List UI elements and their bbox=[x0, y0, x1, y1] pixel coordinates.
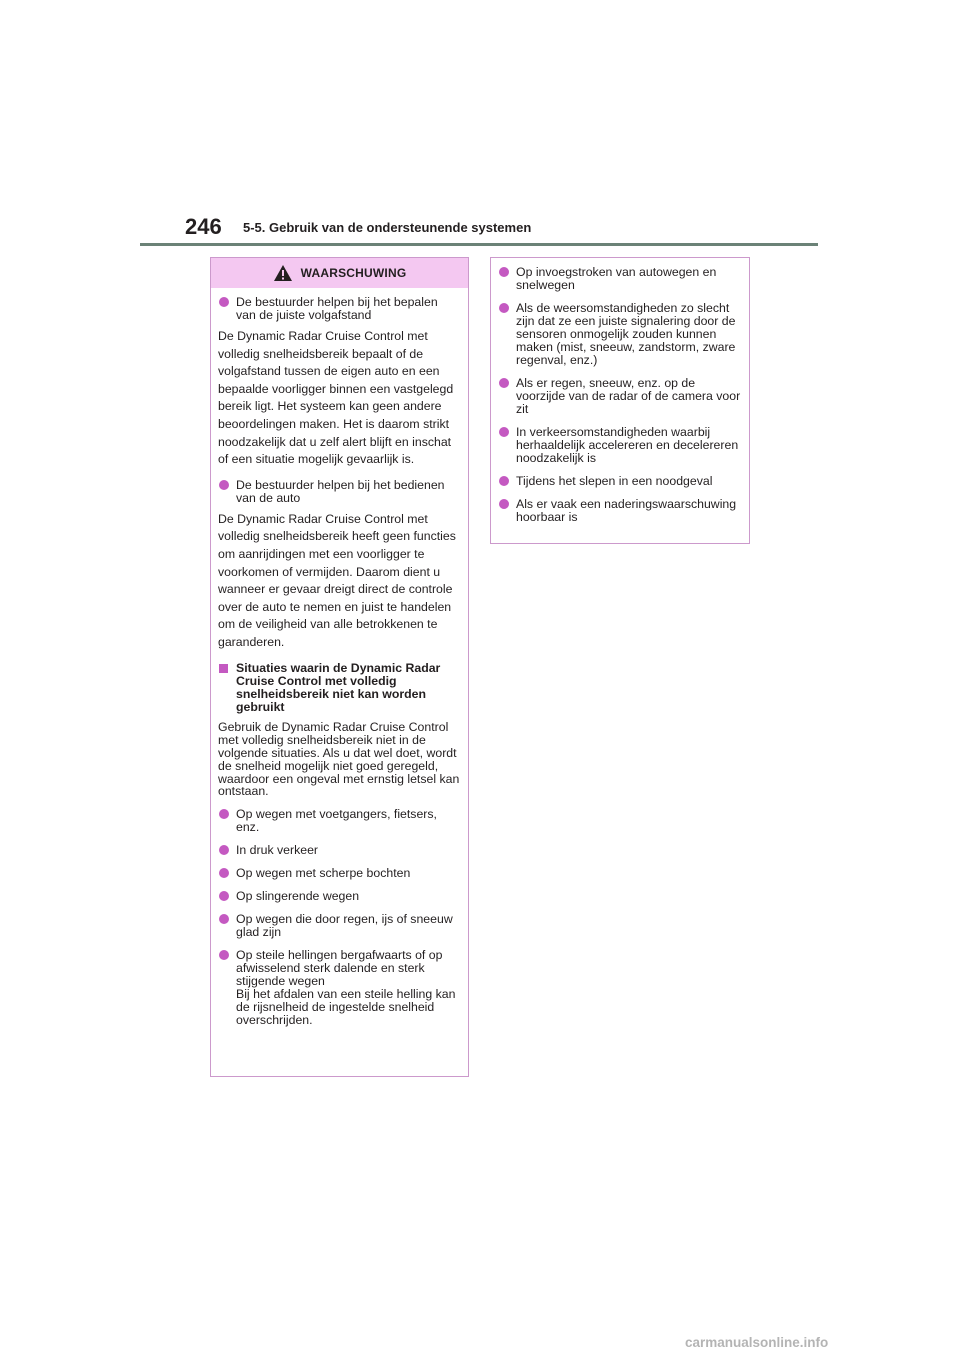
section-title: 5-5. Gebruik van de ondersteunende systemen bbox=[243, 220, 532, 235]
bullet-dot-icon bbox=[499, 499, 509, 509]
bullet-dot-icon bbox=[219, 914, 229, 924]
header-rule bbox=[140, 243, 818, 246]
bullet-dot-icon bbox=[219, 845, 229, 855]
list-item: De bestuurder helpen bij het bepalen van de juiste volgafstand bbox=[218, 296, 460, 322]
list-item: In druk verkeer bbox=[218, 844, 460, 857]
bullet-dot-icon bbox=[219, 891, 229, 901]
list-item: Op slingerende wegen bbox=[218, 890, 460, 903]
list-item: De bestuurder helpen bij het bedienen van de auto bbox=[218, 479, 460, 505]
bullet-dot-icon bbox=[219, 868, 229, 878]
bullet-dot-icon bbox=[499, 476, 509, 486]
bullet-dot-icon bbox=[499, 427, 509, 437]
warning-triangle-icon bbox=[273, 264, 293, 282]
bullet-dot-icon bbox=[219, 297, 229, 307]
list-item: Als de weersomstandigheden zo slecht zijn dat ze een juiste signalering door de sensoren onmogelijk zouden kunnen maken (mist, sneeuw, zandstorm, zware regenval, enz.) bbox=[498, 302, 741, 367]
list-item: Op invoegstroken van autowegen en snelwegen bbox=[498, 266, 741, 292]
list-item: Op wegen met voetgangers, fietsers, enz. bbox=[218, 808, 460, 834]
list-item: Als er regen, sneeuw, enz. op de voorzijde van de radar of de camera voor zit bbox=[498, 377, 741, 416]
warning-box-right bbox=[490, 257, 750, 544]
paragraph: De Dynamic Radar Cruise Control met volledig snelheidsbereik heeft geen functies om aanrijdingen met een voorligger te voorkomen of vermijden. Daarom dient u wanneer er gevaar dreigt direct de controle over de auto te nemen en juist te handelen om de veiligheid van alle betrokkenen te garanderen. bbox=[218, 511, 456, 649]
watermark: carmanualsonline.info bbox=[685, 1335, 829, 1350]
list-item: Als er vaak een naderingswaarschuwing hoorbaar is bbox=[498, 498, 741, 524]
paragraph: Gebruik de Dynamic Radar Cruise Control met volledig snelheidsbereik niet in de volgende situaties. Als u dat wel doet, wordt de snelheid mogelijk niet goed geregeld, waardoor een ongeval met ernstig letsel kan ontstaan. bbox=[218, 720, 460, 799]
list-item: Tijdens het slepen in een noodgeval bbox=[498, 475, 741, 488]
warning-box-left bbox=[210, 257, 469, 1077]
bullet-dot-icon bbox=[499, 378, 509, 388]
list-item: Op wegen die door regen, ijs of sneeuw glad zijn bbox=[218, 913, 460, 939]
bullet-dot-icon bbox=[499, 303, 509, 313]
bullet-dot-icon bbox=[219, 950, 229, 960]
bullet-dot-icon bbox=[219, 480, 229, 490]
bullet-dot-icon bbox=[219, 809, 229, 819]
subheading: Situaties waarin de Dynamic Radar Cruise Control met volledig snelheidsbereik niet kan worden gebruikt bbox=[218, 662, 460, 715]
square-bullet-icon bbox=[219, 664, 228, 673]
paragraph: De Dynamic Radar Cruise Control met volledig snelheidsbereik bepaalt of de volgafstand tussen de eigen auto en een bepaalde voorligger binnen een vastgelegd bereik ligt. Het systeem kan geen andere beoordelingen maken. Het is daarom strikt noodzakelijk dat u zelf alert blijft en inschat of een situatie mogelijk gevaarlijk is. bbox=[218, 329, 454, 467]
list-item: Op wegen met scherpe bochten bbox=[218, 867, 460, 880]
bullet-dot-icon bbox=[499, 267, 509, 277]
warning-title: WAARSCHUWING bbox=[300, 266, 407, 280]
list-item: In verkeersomstandigheden waarbij herhaaldelijk accelereren en decelereren noodzakelijk is bbox=[498, 426, 741, 465]
page-number: 246 bbox=[185, 214, 222, 239]
list-item: Op steile hellingen bergafwaarts of op afwisselend sterk dalende en sterk stijgende wegen Bij het afdalen van een steile helling kan de rijsnelheid de ingestelde snelheid overschrijden. bbox=[218, 949, 460, 1027]
warning-header bbox=[211, 258, 468, 288]
